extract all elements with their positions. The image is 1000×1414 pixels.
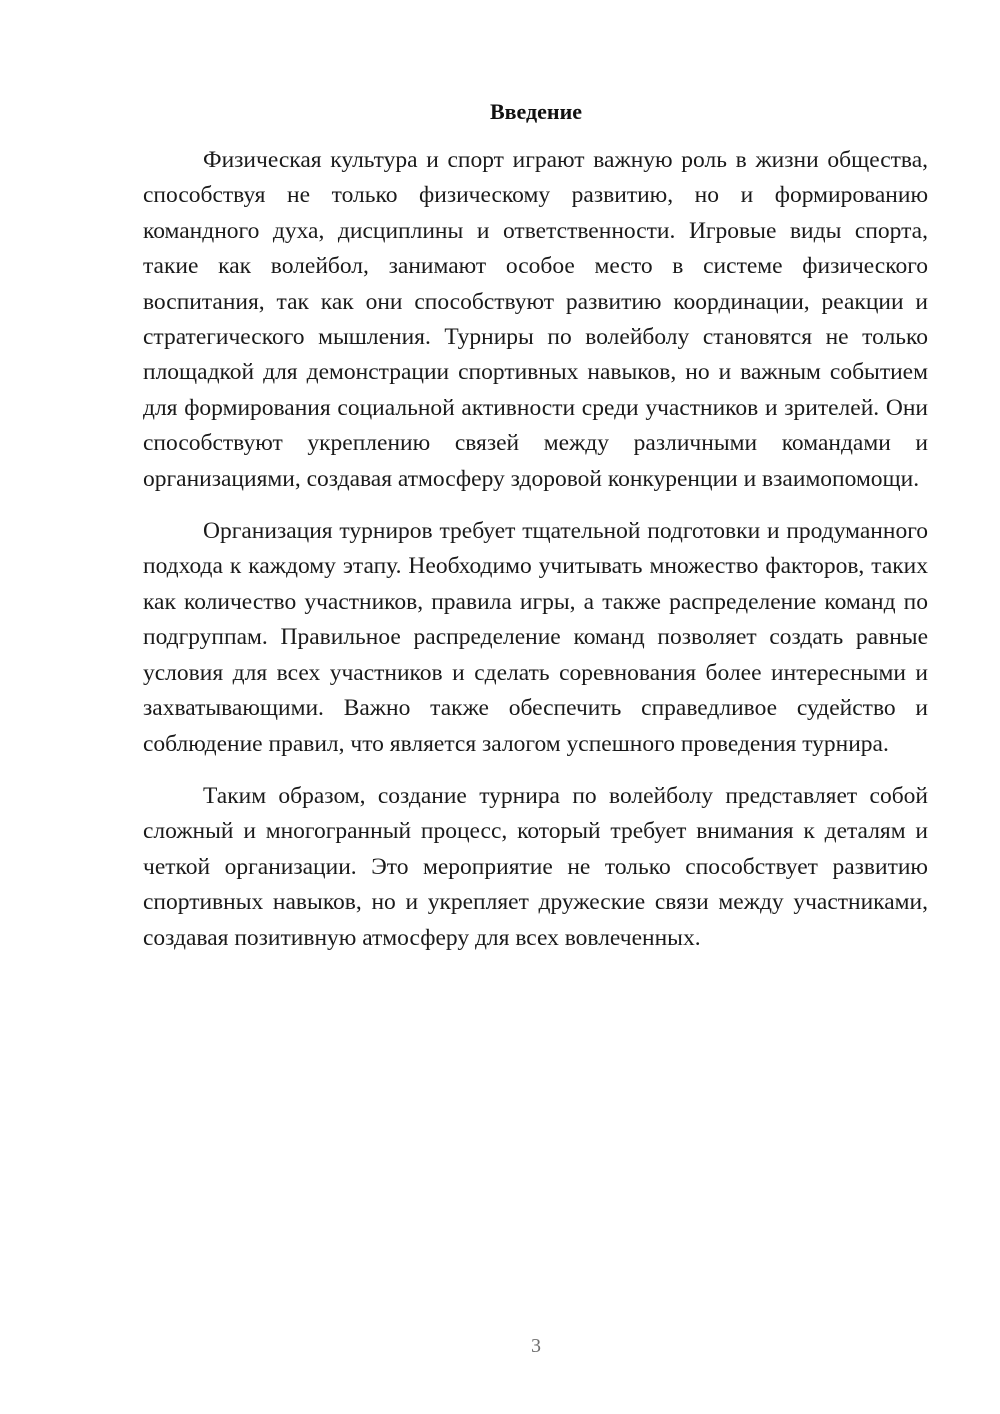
section-heading: Введение <box>489 99 583 124</box>
paragraph-3: Таким образом, создание турнира по волейболу представляет собой сложный и многогранный процесс, который требует внимания к деталям и четкой организации. Это мероприятие не только способствует развитию спортивных навыков, но и укрепляет дружеские связи между участниками, создавая позитивную атмосферу для всех вовлеченных. <box>143 782 928 951</box>
body-text <box>143 143 928 956</box>
paragraph-1: Физическая культура и спорт играют важную роль в жизни общества, способствуя не только физическому развитию, но и формированию командного духа, дисциплины и ответственности. Игровые виды спорта, такие как волейбол, занимают особое место в системе физического воспитания, так как они способствуют развитию координации, реакции и стратегического мышления. Турниры по волейболу становятся не только площадкой для демонстрации спортивных навыков, но и важным событием для формирования социальной активности среди участников и зрителей. Они способствуют укреплению связей между различными командами и организациями, создавая атмосферу здоровой конкуренции и взаимопомощи. <box>143 147 928 492</box>
page-number: 3 <box>531 1335 541 1357</box>
paragraph-2: Организация турниров требует тщательной подготовки и продуманного подхода к каждому этапу. Необходимо учитывать множество факторов, таких как количество участников, правила игры, а также распределение команд по подгруппам. Правильное распределение команд позволяет создать равные условия для всех участников и сделать соревнования более интересными и захватывающими. Важно также обеспечить справедливое судейство и соблюдение правил, что является залогом успешного проведения турнира. <box>143 518 928 757</box>
